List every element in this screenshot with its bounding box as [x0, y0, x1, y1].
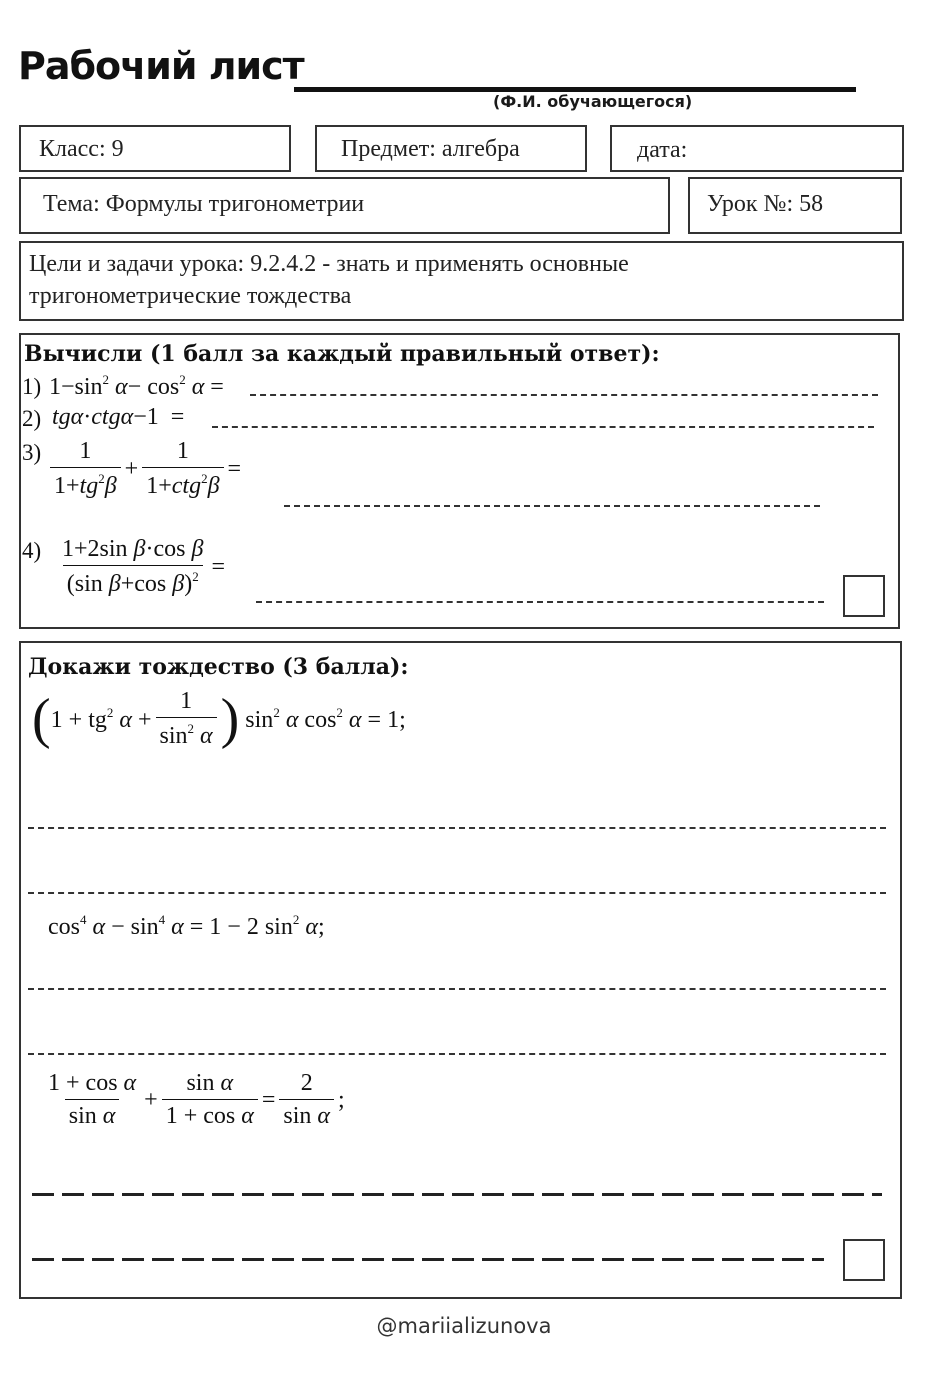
item-1-answer-line[interactable] — [250, 394, 878, 396]
goals-line-1: Цели и задачи урока: 9.2.4.2 - знать и применять основные — [29, 251, 629, 277]
item-4-answer-line[interactable] — [256, 601, 824, 603]
item-2-expression: tgα·ctgα−1 = — [52, 404, 185, 430]
item-3-number: 3) — [22, 440, 42, 465]
item-2-number: 2) — [22, 406, 42, 431]
author-handle: @mariializunova — [376, 1314, 552, 1338]
item-4-number: 4) — [22, 538, 42, 563]
item-4-expression: $\frac{\text{1+2sin β·cos β}}{(\sin \beta+\cos \beta)^2}$ = — [62, 536, 225, 597]
topic-label: Тема: Формулы тригонометрии — [43, 191, 365, 217]
compute-score-box[interactable] — [843, 575, 885, 617]
class-box — [19, 125, 291, 172]
item-3-expression: $\frac{1}{1+tg^2\beta}$ + $\frac{1}{1+ctg^2\beta}$ = — [46, 438, 241, 500]
prove-score-box[interactable] — [843, 1239, 885, 1281]
lesson-label: Урок №: 58 — [707, 191, 824, 217]
identity-1-line-2[interactable] — [28, 892, 886, 894]
item-3-answer-line[interactable] — [284, 505, 820, 507]
identity-2-line-2[interactable] — [28, 1053, 886, 1055]
prove-heading: Докажи тождество (3 балла): — [28, 654, 409, 680]
item-2-answer-line[interactable] — [212, 426, 874, 428]
identity-3-expression: $\frac{\text{1 + cos α}}{\text{sin α}}$ + $\frac{\text{sin α}}{\text{1 + cos α}}$ = $\frac{2}{\text{sin α}}$ ; — [48, 1070, 345, 1129]
subject-label: Предмет: алгебра — [341, 136, 520, 162]
identity-3-line-1[interactable] — [32, 1193, 882, 1196]
worksheet-title: Рабочий лист — [18, 44, 304, 88]
item-1-number: 1) — [22, 374, 42, 399]
identity-3-line-2[interactable] — [32, 1258, 824, 1261]
identity-2-line-1[interactable] — [28, 988, 886, 990]
date-box[interactable] — [610, 125, 904, 172]
lesson-box — [688, 177, 902, 234]
identity-1-expression: ( $1 + tg^2$ α + $\frac{1}{\sin^2 \alpha}$ ) $\sin^2 \alpha$ $\cos^2 \alpha = 1$; — [32, 688, 406, 750]
subject-box — [315, 125, 587, 172]
item-1-expression: $1-\sin^2$ $\alpha- \cos^2 \alpha$ = — [49, 372, 224, 400]
goals-line-2: тригонометрические тождества — [29, 283, 352, 309]
compute-heading: Вычисли (1 балл за каждый правильный ответ): — [24, 341, 660, 367]
identity-1-line-1[interactable] — [28, 827, 886, 829]
date-label: дата: — [637, 137, 688, 163]
class-label: Класс: 9 — [39, 136, 124, 162]
identity-2-expression: $\cos^4 \alpha - \sin^4 \alpha = 1 - 2$ $\sin^2 \alpha$; — [48, 912, 325, 940]
topic-box — [19, 177, 670, 234]
goals-box — [19, 241, 904, 321]
name-caption: (Ф.И. обучающегося) — [493, 92, 693, 111]
